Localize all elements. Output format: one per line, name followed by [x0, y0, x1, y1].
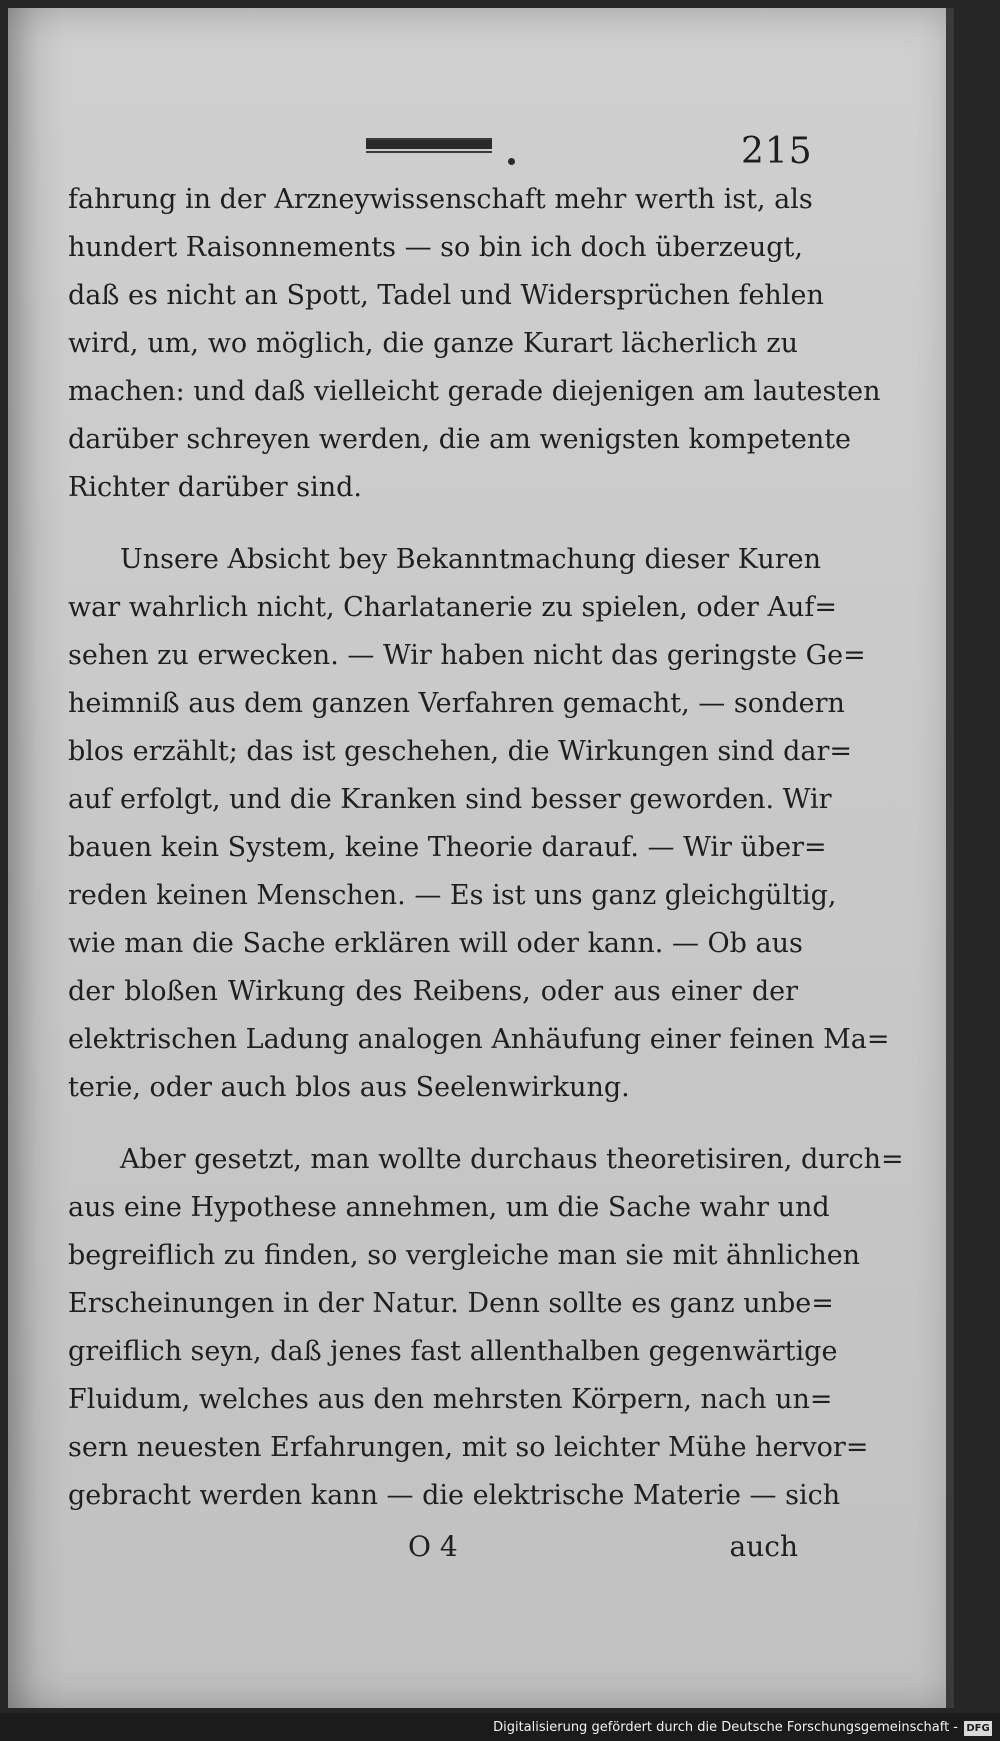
book-page — [8, 8, 954, 1708]
text-line: begreiflich zu finden, so vergleiche man sie mit ähnlichen — [68, 1240, 861, 1271]
text-line: Fluidum, welches aus den mehrsten Körpern, nach un= — [68, 1384, 833, 1415]
text-line: wird, um, wo möglich, die ganze Kurart lächerlich zu — [68, 328, 798, 359]
header-dot — [508, 158, 515, 165]
credit-text: Digitalisierung gefördert durch die Deutsche Forschungsgemeinschaft - — [493, 1720, 958, 1735]
body-text — [68, 176, 904, 1520]
text-line: Unsere Absicht bey Bekanntmachung dieser Kuren — [120, 544, 821, 575]
text-line: Erscheinungen in der Natur. Denn sollte es ganz unbe= — [68, 1288, 834, 1319]
text-line: Aber gesetzt, man wollte durchaus theoretisiren, durch= — [120, 1144, 904, 1175]
signature-mark: O 4 — [408, 1530, 458, 1563]
credit-bar — [0, 1713, 1000, 1741]
text-line: bauen kein System, keine Theorie darauf. — Wir über= — [68, 832, 827, 863]
text-line: sern neuesten Erfahrungen, mit so leichter Mühe hervor= — [68, 1432, 869, 1463]
text-line: aus eine Hypothese annehmen, um die Sache wahr und — [68, 1192, 830, 1223]
text-line: terie, oder auch blos aus Seelenwirkung. — [68, 1072, 630, 1103]
header-rule — [366, 138, 492, 149]
text-line: darüber schreyen werden, die am wenigsten kompetente — [68, 424, 852, 455]
text-line: machen: und daß vielleicht gerade diejenigen am lautesten — [68, 376, 881, 407]
text-line: wie man die Sache erklären will oder kann. — Ob aus — [68, 928, 803, 959]
page-edge — [946, 8, 954, 1708]
text-line: greiflich seyn, daß jenes fast allenthalben gegenwärtige — [68, 1336, 838, 1367]
paragraph-gap — [68, 1112, 798, 1136]
catchword: auch — [729, 1530, 798, 1563]
text-line: elektrischen Ladung analogen Anhäufung einer feinen Ma= — [68, 1024, 890, 1055]
text-line: blos erzählt; das ist geschehen, die Wirkungen sind dar= — [68, 736, 852, 767]
page-footer — [68, 1530, 798, 1578]
text-line: der bloßen Wirkung des Reibens, oder aus einer der — [68, 976, 798, 1007]
paragraph — [68, 536, 890, 1112]
paragraph — [68, 176, 881, 512]
page-number: 215 — [741, 131, 813, 172]
paragraph — [68, 1136, 904, 1520]
text-line: daß es nicht an Spott, Tadel und Widersprüchen fehlen — [68, 280, 824, 311]
text-line: auf erfolgt, und die Kranken sind besser geworden. Wir — [68, 784, 832, 815]
text-line: war wahrlich nicht, Charlatanerie zu spielen, oder Auf= — [68, 592, 837, 623]
text-line: gebracht werden kann — die elektrische Materie — sich — [68, 1480, 841, 1511]
dfg-logo-icon: DFG — [964, 1721, 992, 1736]
text-line: reden keinen Menschen. — Es ist uns ganz gleichgültig, — [68, 880, 837, 911]
text-line: hundert Raisonnements — so bin ich doch überzeugt, — [68, 232, 803, 263]
paragraph-gap — [68, 512, 798, 536]
text-line: sehen zu erwecken. — Wir haben nicht das geringste Ge= — [68, 640, 866, 671]
text-line: Richter darüber sind. — [68, 472, 362, 503]
text-line: fahrung in der Arzneywissenschaft mehr werth ist, als — [68, 184, 813, 215]
text-line: heimniß aus dem ganzen Verfahren gemacht, — sondern — [68, 688, 845, 719]
